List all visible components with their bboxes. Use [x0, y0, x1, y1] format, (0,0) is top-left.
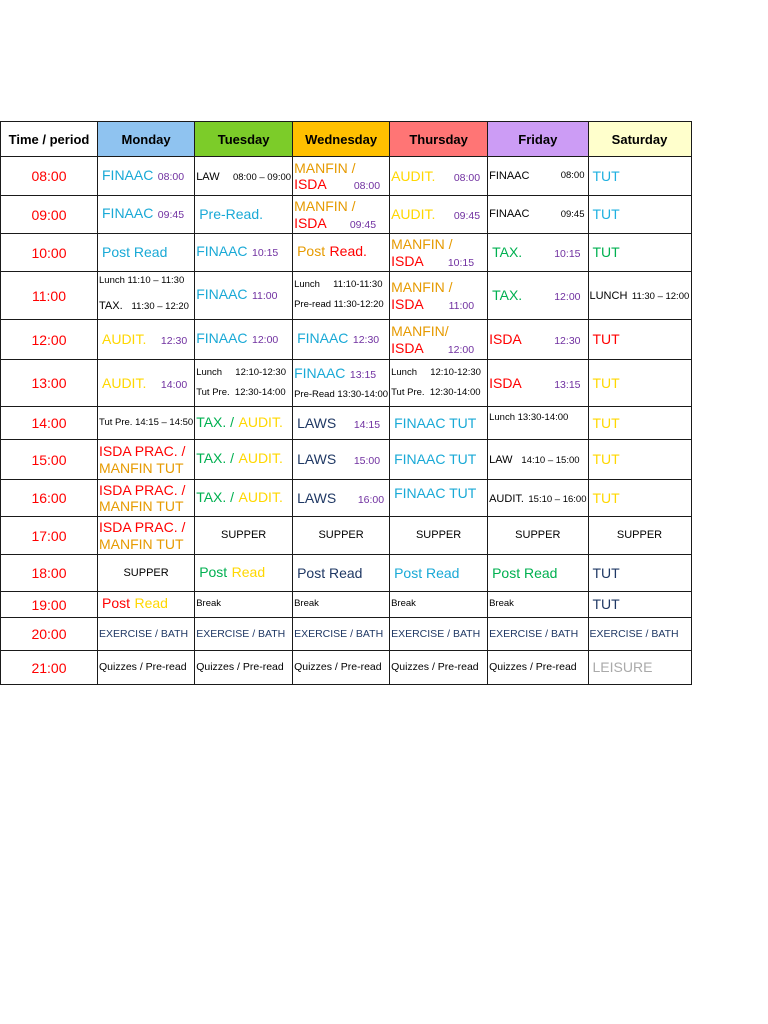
subject: ISDA [391, 339, 424, 356]
cell-wed-0800 [293, 157, 390, 196]
subject: FINAAC TUT [394, 484, 477, 501]
subject: ISDA [489, 374, 522, 391]
cell-mon-1600 [98, 480, 195, 517]
cell-mon-1000 [98, 234, 195, 272]
cell-fri-2100 [488, 651, 588, 685]
subject: AUDIT. [238, 450, 283, 467]
subject: ISDA PRAC. / [99, 519, 186, 536]
subject: TUT [592, 244, 620, 261]
cell-fri-1900 [488, 592, 588, 618]
slot-time: 12:00 [447, 343, 475, 356]
row-1400 [1, 407, 692, 440]
subject: Quizzes / Pre-read [99, 661, 187, 674]
cell-sat-1000 [588, 234, 691, 272]
cell-wed-1800 [293, 555, 390, 592]
slot-time: 08:00 [560, 170, 585, 182]
slot-time: 14:10 – 15:00 [521, 455, 580, 467]
cell-fri-1600 [488, 480, 588, 517]
cell-sat-0800 [588, 157, 691, 196]
subject: Quizzes / Pre-read [391, 661, 479, 674]
cell-fri-0800 [488, 157, 588, 196]
header-thursday: Thursday [390, 122, 488, 157]
slot-time: 10:15 [251, 247, 279, 260]
subject: Lunch [294, 279, 320, 291]
subject: LEISURE [592, 659, 653, 676]
slot-time: 13:15 [554, 378, 581, 391]
subject: Pre-read [294, 299, 332, 310]
slot-time: 16:00 [357, 493, 385, 506]
row-1600 [1, 480, 692, 517]
cell-mon-0800 [98, 157, 195, 196]
slot-time: 12:30 [352, 334, 380, 347]
cell-mon-0900 [98, 196, 195, 234]
cell-thu-1800 [390, 555, 488, 592]
cell-tue-1000 [195, 234, 293, 272]
row-1900 [1, 592, 692, 618]
time-cell: 13:00 [1, 360, 98, 407]
cell-tue-1500 [195, 440, 293, 480]
subject: MANFIN/ [391, 323, 449, 340]
subject: FINAAC [102, 205, 154, 222]
subject: FINAAC [196, 286, 248, 303]
cell-wed-1500 [293, 440, 390, 480]
cell-fri-1000 [488, 234, 588, 272]
header-saturday: Saturday [588, 122, 691, 157]
time-cell: 19:00 [1, 592, 98, 618]
subject: FINAAC [196, 243, 248, 260]
cell-wed-1000 [293, 234, 390, 272]
header-monday: Monday [98, 122, 195, 157]
cell-fri-1400 [488, 407, 588, 440]
subject: TUT [592, 167, 620, 184]
subject: Tut Pre. [391, 386, 425, 398]
subject: FINAAC TUT [394, 414, 477, 431]
subject: Pre-Read. [199, 206, 263, 223]
cell-tue-1200 [195, 320, 293, 360]
cell-sat-1300 [588, 360, 691, 407]
subject: TAX. / [196, 450, 235, 467]
cell-tue-1700 [195, 517, 293, 555]
subject: TAX. [99, 300, 123, 313]
subject: FINAAC [102, 166, 154, 183]
cell-thu-1400 [390, 407, 488, 440]
header-time-period: Time / period [1, 122, 98, 157]
subject: SUPPER [123, 566, 169, 579]
cell-wed-0900 [293, 196, 390, 234]
subject: Break [196, 598, 222, 610]
cell-mon-1500 [98, 440, 195, 480]
subject: ISDA [489, 331, 522, 348]
cell-thu-1500 [390, 440, 488, 480]
subject: Break [489, 598, 514, 610]
subject: MANFIN / [294, 159, 356, 176]
subject: TUT [592, 414, 620, 431]
row-2100 [1, 651, 692, 685]
subject: MANFIN / [391, 236, 453, 253]
cell-wed-1400 [293, 407, 390, 440]
header-wednesday: Wednesday [293, 122, 390, 157]
time-cell: 17:00 [1, 517, 98, 555]
cell-wed-1200 [293, 320, 390, 360]
subject: AUDIT. [489, 492, 524, 505]
subject: Post Read [394, 564, 460, 581]
slot-time: 11:10 – 11:30 [127, 275, 185, 287]
subject: Quizzes / Pre-read [489, 661, 577, 674]
cell-wed-2000 [293, 618, 390, 651]
slot-time: 09:45 [157, 209, 185, 222]
slot-time: 12:00 [554, 291, 581, 304]
subject: Quizzes / Pre-read [196, 661, 284, 674]
timetable [0, 121, 692, 685]
subject: EXERCISE / BATH [294, 627, 384, 640]
cell-tue-2000 [195, 618, 293, 651]
cell-sat-1100 [588, 272, 691, 320]
row-1800 [1, 555, 692, 592]
subject: FINAAC [297, 330, 349, 347]
subject: AUDIT. [238, 488, 283, 505]
subject: Post [102, 595, 131, 612]
subject: FINAAC [294, 365, 346, 382]
cell-sat-1900 [588, 592, 691, 618]
slot-time: 08:00 [353, 180, 381, 193]
cell-wed-1700 [293, 517, 390, 555]
cell-mon-1100 [98, 272, 195, 320]
row-1700 [1, 517, 692, 555]
cell-fri-2000 [488, 618, 588, 651]
slot-time: 13:15 [349, 369, 377, 382]
cell-wed-2100 [293, 651, 390, 685]
cell-wed-1600 [293, 480, 390, 517]
cell-fri-1500 [488, 440, 588, 480]
row-0800 [1, 157, 692, 196]
slot-time: 08:00 [453, 171, 481, 184]
cell-tue-1300 [195, 360, 293, 407]
slot-time: 14:15 [353, 418, 381, 431]
subject: EXERCISE / BATH [196, 627, 286, 640]
row-1300 [1, 360, 692, 407]
subject: LAWS [297, 451, 337, 468]
header-row [1, 122, 692, 157]
slot-time: 11:30-12:20 [333, 299, 384, 310]
time-cell: 08:00 [1, 157, 98, 196]
subject: SUPPER [318, 529, 364, 542]
row-2000 [1, 618, 692, 651]
time-cell: 15:00 [1, 440, 98, 480]
subject: FINAAC [196, 330, 248, 347]
cell-sat-1400 [588, 407, 691, 440]
subject: LAWS [297, 414, 337, 431]
cell-thu-1000 [390, 234, 488, 272]
subject: ISDA PRAC. / [99, 481, 186, 498]
cell-mon-1300 [98, 360, 195, 407]
slot-time: 08:00 – 09:00 [232, 171, 292, 183]
cell-thu-0900 [390, 196, 488, 234]
cell-fri-0900 [488, 196, 588, 234]
cell-thu-1900 [390, 592, 488, 618]
subject: TAX. [492, 244, 523, 261]
subject: Read [231, 563, 266, 580]
subject: Lunch 13:30-14:00 [489, 411, 569, 423]
subject: ISDA [294, 176, 327, 192]
subject: ISDA [294, 214, 327, 231]
slot-time: 11:00 [251, 290, 278, 303]
slot-time: 12:00 [251, 334, 279, 347]
subject: Read. [329, 243, 367, 260]
subject: Tut Pre. [196, 386, 230, 398]
subject: AUDIT. [391, 206, 436, 223]
slot-time: 11:30 – 12:00 [631, 291, 690, 303]
subject: ISDA [391, 295, 424, 312]
time-cell: 21:00 [1, 651, 98, 685]
subject: Break [391, 598, 416, 610]
cell-tue-0800 [195, 157, 293, 196]
slot-time: 12:30 [554, 335, 581, 348]
cell-thu-1700 [390, 517, 488, 555]
subject: AUDIT. [391, 167, 436, 184]
cell-tue-1100 [195, 272, 293, 320]
subject: TAX. / [196, 488, 235, 505]
cell-sat-1700 [588, 517, 691, 555]
slot-time: 09:45 [453, 210, 481, 223]
time-cell: 14:00 [1, 407, 98, 440]
cell-fri-1200 [488, 320, 588, 360]
subject: Lunch [196, 366, 223, 378]
subject: TUT [592, 206, 620, 223]
subject: LAW [196, 170, 220, 183]
slot-time: 08:00 [157, 170, 185, 183]
cell-tue-1900 [195, 592, 293, 618]
row-1100 [1, 272, 692, 320]
subject: FINAAC [489, 169, 530, 182]
slot-time: 12:30-14:00 [234, 386, 286, 398]
row-1000 [1, 234, 692, 272]
row-0900 [1, 196, 692, 234]
cell-tue-1400 [195, 407, 293, 440]
subject: Post Read [492, 564, 558, 581]
cell-wed-1100 [293, 272, 390, 320]
subject: FINAAC TUT [394, 451, 477, 468]
cell-fri-1300 [488, 360, 588, 407]
subject: EXERCISE / BATH [391, 627, 481, 640]
subject: ISDA [391, 252, 424, 269]
cell-mon-2100 [98, 651, 195, 685]
subject: MANFIN / [294, 198, 356, 215]
cell-sat-1200 [588, 320, 691, 360]
cell-thu-1300 [390, 360, 488, 407]
cell-thu-2100 [390, 651, 488, 685]
slot-time: 11:30 – 12:20 [131, 301, 189, 313]
subject: Post [199, 563, 228, 580]
cell-mon-1900 [98, 592, 195, 618]
time-cell: 20:00 [1, 618, 98, 651]
row-1200 [1, 320, 692, 360]
subject: LAW [489, 454, 513, 467]
cell-sat-0900 [588, 196, 691, 234]
subject: ISDA PRAC. / [99, 443, 186, 460]
cell-wed-1300 [293, 360, 390, 407]
subject: MANFIN TUT [99, 535, 184, 552]
subject: AUDIT. [102, 331, 147, 348]
cell-tue-1600 [195, 480, 293, 517]
subject: EXERCISE / BATH [99, 627, 189, 640]
subject: Quizzes / Pre-read [294, 661, 382, 674]
subject: AUDIT. [238, 413, 283, 430]
cell-thu-2000 [390, 618, 488, 651]
subject: Tut Pre. 14:15 – 14:50 [99, 416, 194, 428]
subject: Post Read [297, 564, 363, 581]
header-tuesday: Tuesday [195, 122, 293, 157]
subject: MANFIN / [391, 279, 453, 296]
cell-sat-1500 [588, 440, 691, 480]
subject: TUT [592, 596, 620, 613]
cell-fri-1100 [488, 272, 588, 320]
slot-time: 15:00 [353, 455, 381, 468]
cell-tue-2100 [195, 651, 293, 685]
subject: Post Read [102, 244, 168, 261]
subject: SUPPER [415, 529, 462, 542]
time-cell: 18:00 [1, 555, 98, 592]
subject: TAX. / [196, 413, 235, 430]
subject: FINAAC [489, 208, 530, 221]
subject: TUT [592, 374, 620, 391]
cell-mon-1200 [98, 320, 195, 360]
subject: Post [297, 243, 326, 260]
subject: Lunch [391, 366, 417, 378]
cell-sat-1800 [588, 555, 691, 592]
slot-time: 12:10-12:30 [235, 366, 286, 378]
cell-thu-0800 [390, 157, 488, 196]
cell-fri-1800 [488, 555, 588, 592]
slot-time: 10:15 [447, 256, 475, 269]
time-cell: 09:00 [1, 196, 98, 234]
slot-time: 15:10 – 16:00 [528, 493, 587, 505]
slot-time: 11:10-11:30 [333, 279, 383, 291]
cell-fri-1700 [488, 517, 588, 555]
subject: EXERCISE / BATH [489, 627, 579, 640]
slot-time: 12:10-12:30 [430, 366, 481, 378]
subject: TUT [592, 451, 620, 468]
subject: LUNCH [589, 290, 628, 303]
cell-tue-1800 [195, 555, 293, 592]
time-cell: 10:00 [1, 234, 98, 272]
subject: Pre-Read 13:30-14:00 [294, 388, 389, 400]
subject: MANFIN TUT [99, 459, 184, 476]
cell-mon-2000 [98, 618, 195, 651]
cell-sat-2000 [588, 618, 691, 651]
subject: MANFIN TUT [99, 498, 184, 514]
cell-sat-2100 [588, 651, 691, 685]
time-cell: 12:00 [1, 320, 98, 360]
subject: SUPPER [221, 529, 267, 542]
cell-thu-1600 [390, 480, 488, 517]
slot-time: 09:45 [560, 208, 585, 220]
cell-thu-1200 [390, 320, 488, 360]
slot-time: 11:00 [448, 299, 475, 312]
cell-tue-0900 [195, 196, 293, 234]
subject: TUT [592, 564, 620, 581]
cell-thu-1100 [390, 272, 488, 320]
slot-time: 12:30-14:00 [429, 386, 481, 398]
subject: TAX. [492, 287, 523, 304]
subject: SUPPER [616, 529, 663, 542]
subject: Read [134, 595, 168, 612]
subject: AUDIT. [102, 374, 147, 391]
slot-time: 10:15 [554, 248, 581, 261]
subject: EXERCISE / BATH [589, 627, 679, 640]
cell-wed-1900 [293, 592, 390, 618]
cell-mon-1700 [98, 517, 195, 555]
subject: TUT [592, 331, 620, 348]
time-cell: 11:00 [1, 272, 98, 320]
cell-mon-1400 [98, 407, 195, 440]
slot-time: 14:00 [160, 378, 188, 391]
cell-mon-1800 [98, 555, 195, 592]
time-cell: 16:00 [1, 480, 98, 517]
row-1500 [1, 440, 692, 480]
subject: LAWS [297, 489, 337, 506]
subject: TUT [592, 489, 620, 506]
subject: SUPPER [515, 529, 561, 542]
slot-time: 12:30 [160, 335, 188, 348]
subject: Lunch [99, 275, 125, 287]
subject: Break [294, 598, 319, 610]
slot-time: 09:45 [349, 218, 377, 231]
cell-sat-1600 [588, 480, 691, 517]
header-friday: Friday [488, 122, 588, 157]
